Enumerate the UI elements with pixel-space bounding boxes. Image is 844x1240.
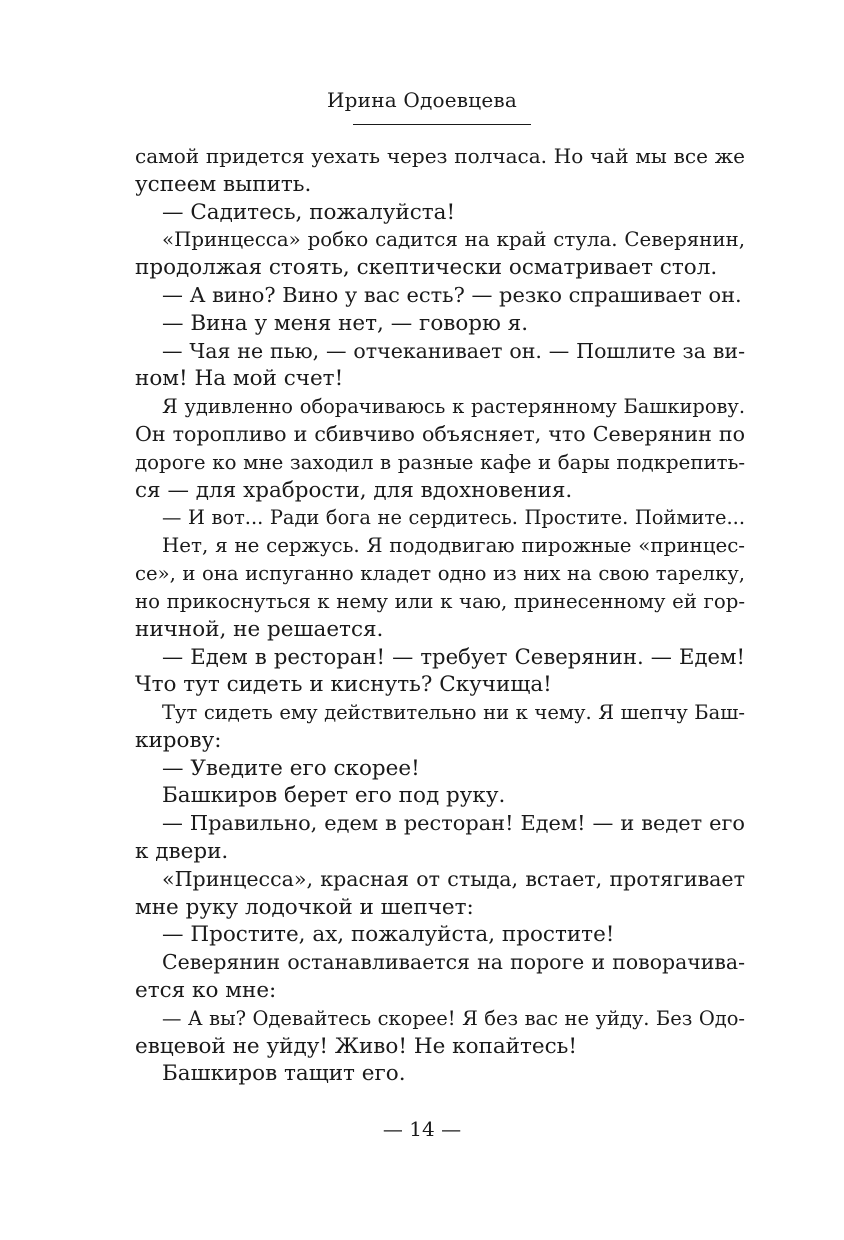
text-line: Северянин останавливается на пороге и поворачива- <box>162 950 745 975</box>
text-line: — Садитесь, пожалуйста! <box>162 199 456 225</box>
text-line: успеем выпить. <box>135 171 312 197</box>
text-line: ничной, не решается. <box>135 616 384 642</box>
text-line: ется ко мне: <box>135 977 277 1003</box>
text-line: самой придется уехать через полчаса. Но чай мы все же <box>135 144 745 168</box>
page-number: — 14 — <box>382 1117 462 1141</box>
text-line: продолжая стоять, скептически осматривает стол. <box>135 255 718 281</box>
text-line: к двери. <box>135 838 229 864</box>
text-line: Я удивленно оборачиваюсь к растерянному Башкирову. <box>162 395 745 419</box>
text-line: евцевой не уйду! Живо! Не копайтесь! <box>135 1033 577 1059</box>
text-line: — Чая не пью, — отчеканивает он. — Пошлите за ви- <box>162 338 745 363</box>
text-line: Он торопливо и сбивчиво объясняет, что Северянин по <box>135 421 745 446</box>
body-text <box>135 143 745 1088</box>
text-line: «Принцесса» робко садится на край стула. Северянин, <box>162 228 745 252</box>
text-line: но прикоснуться к нему или к чаю, принесенному ей гор- <box>135 589 745 613</box>
text-line: ся — для храбрости, для вдохновения. <box>135 477 573 503</box>
text-line: — И вот... Ради бога не сердитесь. Простите. Поймите... <box>162 506 745 530</box>
text-line: Что тут сидеть и киснуть? Скучища! <box>135 672 552 698</box>
text-line: — Едем в ресторан! — требует Северянин. — Едем! <box>162 644 745 670</box>
text-line: кирову: <box>135 727 222 753</box>
text-line: — Вина у меня нет, — говорю я. <box>162 310 529 336</box>
text-line: мне руку лодочкой и шепчет: <box>135 894 474 920</box>
text-line: дороге ко мне заходил в разные кафе и бары подкрепить- <box>135 450 745 474</box>
text-line: «Принцесса», красная от стыда, встает, протягивает <box>162 866 745 891</box>
text-line: — Правильно, едем в ресторан! Едем! — и ведет его <box>162 811 745 836</box>
text-line: — Простите, ах, пожалуйста, простите! <box>162 922 615 948</box>
text-line: Тут сидеть ему действительно ни к чему. Я шепчу Баш- <box>162 700 745 724</box>
text-line: Башкиров берет его под руку. <box>162 783 506 809</box>
text-line: се», и она испуганно кладет одно из них на свою тарелку, <box>135 561 745 585</box>
text-line: — Уведите его скорее! <box>162 755 420 781</box>
header-rule <box>353 124 531 125</box>
text-line: Нет, я не сержусь. Я пододвигаю пирожные «принцес- <box>162 534 745 558</box>
text-line: ном! На мой счет! <box>135 366 344 392</box>
text-line: Башкиров тащит его. <box>162 1061 406 1087</box>
text-line: — А вы? Одевайтесь скорее! Я без вас не уйду. Без Одо- <box>162 1006 745 1030</box>
text-line: — А вино? Вино у вас есть? — резко спрашивает он. <box>162 282 742 307</box>
running-head-author: Ирина Одоевцева <box>327 88 517 112</box>
